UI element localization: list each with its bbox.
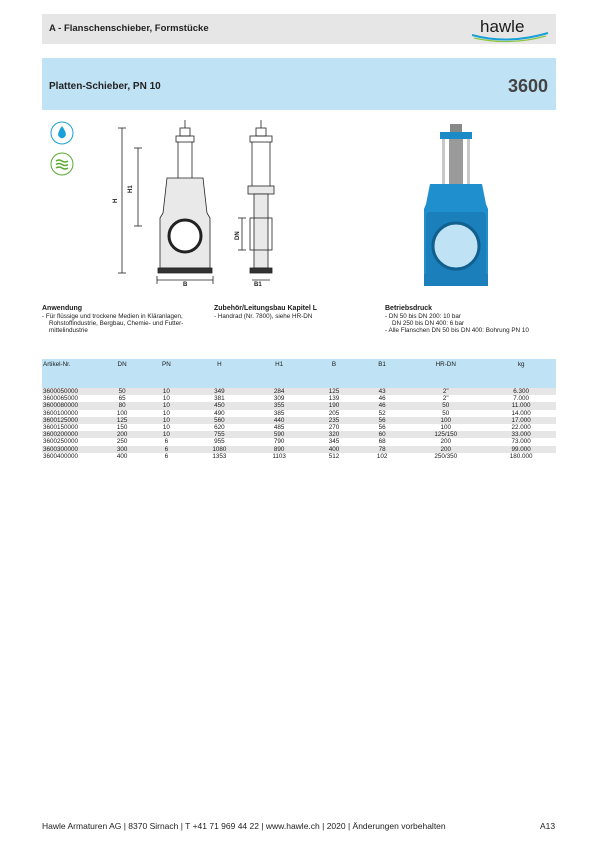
table-cell: 3600050000	[42, 388, 101, 395]
accessories-item: - Handrad (Nr. 7800), siehe HR-DN	[214, 313, 313, 320]
table-cell: 102	[376, 452, 388, 460]
table-cell: 355	[249, 402, 309, 409]
table-cell: 100	[405, 417, 486, 424]
table-cell: 10	[143, 431, 189, 438]
table-cell: 125	[101, 417, 143, 424]
table-cell: 400	[309, 446, 359, 453]
col-header-b1: B1	[359, 359, 405, 388]
product-panel	[42, 58, 556, 295]
technical-drawing-front	[112, 118, 222, 288]
table-cell: 56	[359, 417, 405, 424]
table-cell: 205	[328, 409, 340, 417]
col-header-dn: DN	[101, 359, 143, 388]
table-cell: 10	[143, 417, 189, 424]
col-header-b: B	[309, 359, 359, 388]
header-bar	[42, 14, 556, 44]
table-cell: 309	[273, 395, 285, 403]
table-cell: 10	[143, 402, 189, 409]
application-text	[42, 313, 212, 335]
application-heading: Anwendung	[42, 305, 83, 312]
table-cell: 1080	[190, 446, 250, 453]
table-cell: 80	[101, 402, 143, 409]
table-cell: 2"	[405, 388, 486, 395]
table-cell: 14.000	[511, 409, 531, 417]
table-row	[42, 446, 556, 453]
table-cell: 1103	[272, 452, 286, 460]
table-cell: 56	[378, 424, 386, 432]
dim-dn-label: DN	[235, 231, 241, 240]
table-cell: 485	[273, 424, 285, 432]
table-cell: 320	[309, 431, 359, 438]
table-cell: 10	[143, 388, 189, 395]
table-body	[42, 388, 556, 460]
table-cell: 22.000	[511, 424, 531, 432]
product-photo	[416, 124, 496, 292]
application-item: - Für flüssige und trockene Medien in Kläranlagen, Rohstoffindustrie, Bergbau, Chemie- und Futter-mittelindustrie	[42, 313, 184, 335]
table-cell: 284	[249, 388, 309, 395]
table-cell: 50	[405, 402, 486, 409]
footer-text: Hawle Armaturen AG | 8370 Sirnach | T +41 71 969 44 22 | www.hawle.ch | 2020 | Änderungen vorbehalten	[42, 821, 446, 831]
table-row	[42, 388, 556, 395]
table-cell: 7.000	[513, 395, 530, 403]
table-cell: 46	[359, 402, 405, 409]
table-cell: 955	[214, 438, 225, 446]
accessories-heading: Zubehör/Leitungsbau Kapitel L	[214, 305, 318, 312]
table-cell: 100	[116, 409, 128, 417]
table-cell: 235	[309, 417, 359, 424]
table-cell: 3600300000	[42, 446, 101, 453]
page-number: A13	[540, 821, 556, 831]
table-row	[42, 424, 556, 431]
col-header-h1: H1	[249, 359, 309, 388]
table-cell: 11.000	[486, 402, 556, 409]
dim-h-label: H	[113, 198, 119, 203]
table-cell: 125	[309, 388, 359, 395]
product-illustrations	[42, 110, 556, 295]
col-header-pn: PN	[143, 359, 189, 388]
table-cell: 755	[190, 431, 250, 438]
sludge-wave-icon	[50, 152, 74, 176]
table-cell: 60	[359, 431, 405, 438]
table-cell: 590	[249, 431, 309, 438]
table-cell: 6.300	[486, 388, 556, 395]
table-cell: 3600080000	[42, 402, 101, 409]
table-cell: 68	[378, 438, 386, 446]
table-cell: 450	[190, 402, 250, 409]
table-cell: 381	[214, 395, 225, 403]
table-cell: 180.000	[509, 452, 533, 460]
table-cell: 73.000	[511, 438, 531, 446]
table-cell: 250/350	[434, 452, 458, 460]
dim-h1-label: H1	[128, 185, 134, 193]
table-cell: 10	[162, 409, 170, 417]
table-cell: 3600125000	[42, 417, 101, 424]
pressure-heading: Betriebsdruck	[385, 305, 433, 312]
table-cell: 6	[143, 446, 189, 453]
table-cell: 200	[101, 431, 143, 438]
col-header-h: H	[190, 359, 250, 388]
table-cell: 2"	[442, 395, 449, 403]
table-cell: 52	[378, 409, 386, 417]
table-cell: 490	[214, 409, 225, 417]
table-cell: 10	[162, 395, 170, 403]
table-cell: 100	[440, 424, 451, 432]
table-row	[42, 417, 556, 424]
table-cell: 3600200000	[42, 431, 101, 438]
col-header-hr-dn: HR-DN	[405, 359, 486, 388]
table-cell: 300	[101, 446, 143, 453]
table-cell: 139	[328, 395, 340, 403]
table-cell: 65	[118, 395, 126, 403]
table-row	[42, 453, 556, 460]
table-cell: 3600150000	[43, 424, 79, 432]
pressure-item: - Alle Flanschen DN 50 bis DN 400: Bohrung PN 10	[385, 327, 529, 335]
table-cell: 270	[328, 424, 340, 432]
table-cell: 345	[328, 438, 340, 446]
table-cell: 385	[273, 409, 285, 417]
table-header-row	[42, 359, 556, 388]
water-drop-icon	[50, 121, 74, 145]
table-cell: 200	[440, 438, 451, 446]
dim-b1-label: B1	[254, 282, 262, 288]
table-cell: 349	[190, 388, 250, 395]
table-cell: 50	[101, 388, 143, 395]
pressure-text	[385, 313, 555, 335]
table-cell: 200	[405, 446, 486, 453]
product-code: 3600	[507, 76, 548, 96]
table-cell: 99.000	[486, 446, 556, 453]
table-cell: 3600065000	[43, 395, 79, 403]
technical-drawing-side	[232, 118, 292, 288]
table-cell: 3600400000	[43, 452, 79, 460]
pressure-item: DN 250 bis DN 400: 6 bar	[392, 320, 465, 328]
table-cell: 3600250000	[43, 438, 79, 446]
table-cell: 6	[164, 452, 169, 460]
accessories-text	[214, 313, 384, 320]
col-header-article: Artikel-Nr.	[42, 359, 101, 388]
table-cell: 620	[214, 424, 225, 432]
table-row	[42, 410, 556, 417]
table-cell: 1353	[212, 452, 227, 460]
table-cell: 400	[116, 452, 128, 460]
table-cell: 50	[442, 409, 450, 417]
table-cell: 3600100000	[43, 409, 79, 417]
table-row	[42, 431, 556, 438]
table-cell: 6	[164, 438, 169, 446]
table-cell: 440	[249, 417, 309, 424]
pressure-item: - DN 50 bis DN 200: 10 bar	[385, 313, 461, 320]
table-cell: 46	[378, 395, 386, 403]
table-row	[42, 395, 556, 402]
article-table	[42, 359, 556, 460]
table-row	[42, 402, 556, 409]
table-cell: 250	[116, 438, 128, 446]
table-cell: 150	[116, 424, 128, 432]
table-cell: 890	[249, 446, 309, 453]
table-cell: 78	[359, 446, 405, 453]
table-cell: 125/150	[405, 431, 486, 438]
table-cell: 790	[273, 438, 285, 446]
hawle-logo	[468, 15, 552, 43]
table-cell: 17.000	[486, 417, 556, 424]
table-cell: 560	[190, 417, 250, 424]
table-row	[42, 438, 556, 445]
table-cell: 43	[359, 388, 405, 395]
logo-text: hawle	[480, 17, 525, 36]
table-cell: 10	[162, 424, 170, 432]
table-cell: 512	[328, 452, 340, 460]
col-header-kg: kg	[486, 359, 556, 388]
dim-b-label: B	[183, 282, 188, 288]
table-cell: 33.000	[486, 431, 556, 438]
table-cell: 190	[309, 402, 359, 409]
product-title: Platten-Schieber, PN 10	[49, 81, 161, 92]
chapter-title: A - Flanschenschieber, Formstücke	[49, 23, 209, 34]
